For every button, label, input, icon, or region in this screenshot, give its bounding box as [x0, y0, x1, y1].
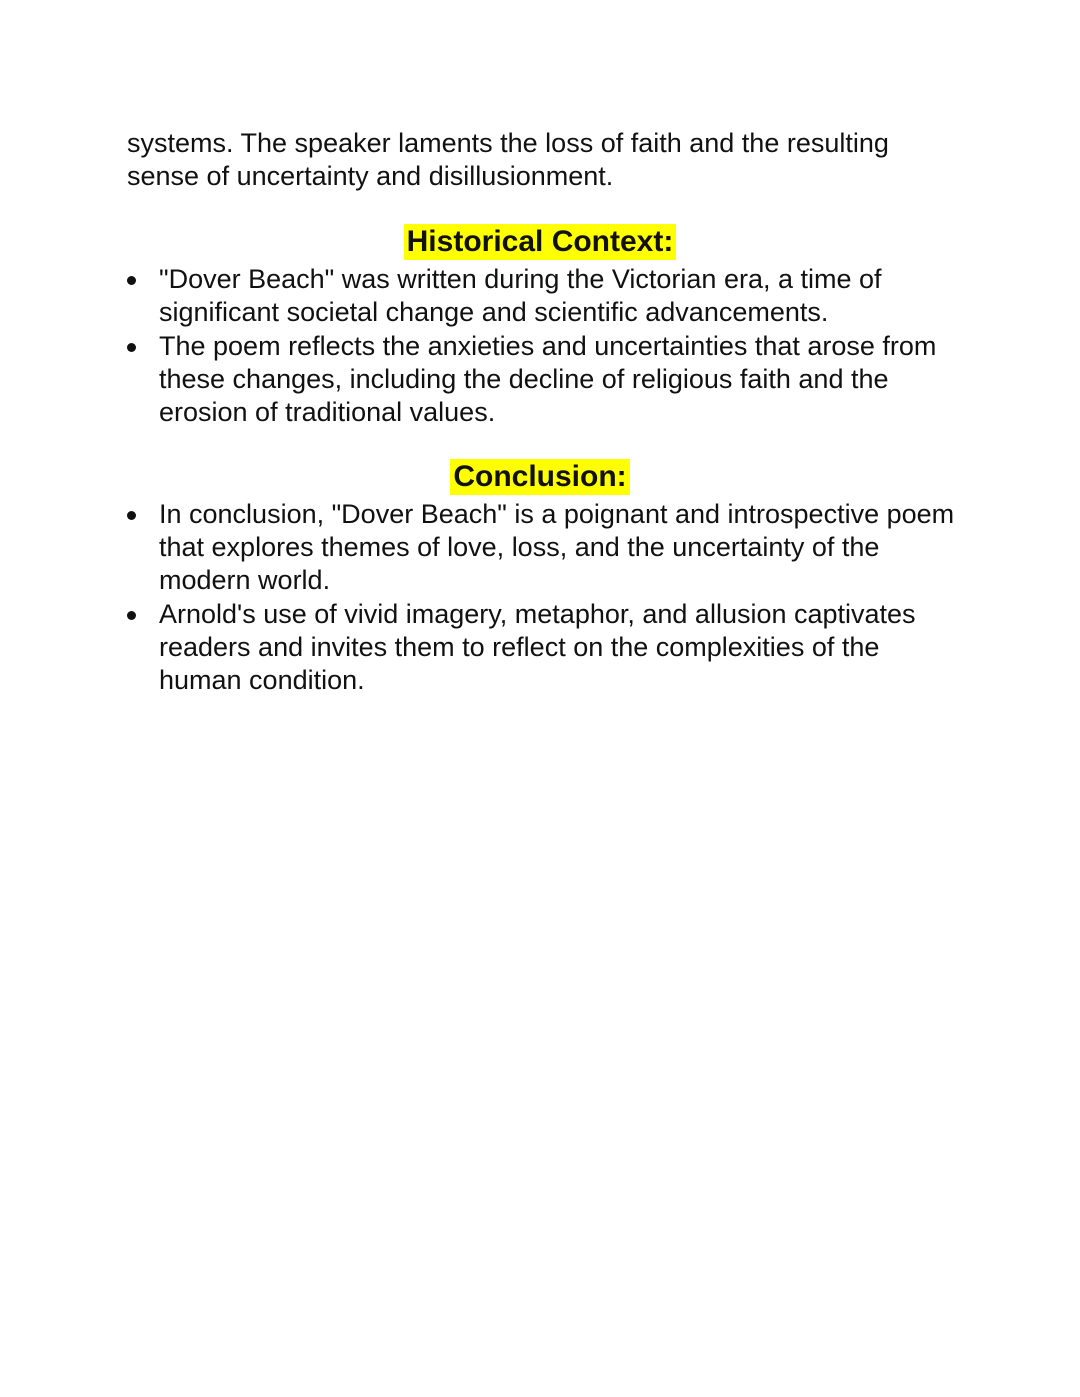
list-item: [127, 498, 957, 597]
list-item-text: "Dover Beach" was written during the Victorian era, a time of significant societal change and scientific advancements.: [159, 264, 882, 327]
list-item: [127, 598, 957, 697]
historical-context-list: [127, 263, 957, 430]
bullet-icon: [127, 276, 136, 285]
conclusion-list: [127, 498, 957, 698]
bullet-icon: [127, 611, 136, 620]
list-item-text: In conclusion, "Dover Beach" is a poignant and introspective poem that explores themes of love, loss, and the uncertainty of the modern world.: [159, 499, 955, 595]
bullet-icon: [127, 343, 136, 352]
intro-paragraph: systems. The speaker laments the loss of faith and the resulting sense of uncertainty and disillusionment.: [127, 128, 889, 191]
section-heading-historical-context: [0, 224, 1080, 260]
section-heading-conclusion: [0, 459, 1080, 495]
list-item-text: Arnold's use of vivid imagery, metaphor, and allusion captivates readers and invites them to reflect on the complexities of the human condition.: [159, 599, 916, 695]
list-item: [127, 263, 957, 329]
heading-highlight: Conclusion:: [450, 459, 629, 495]
heading-highlight: Historical Context:: [404, 224, 677, 260]
list-item-text: The poem reflects the anxieties and uncertainties that arose from these changes, including the decline of religious faith and the erosion of traditional values.: [159, 331, 937, 427]
list-item: [127, 330, 957, 429]
bullet-icon: [127, 511, 136, 520]
